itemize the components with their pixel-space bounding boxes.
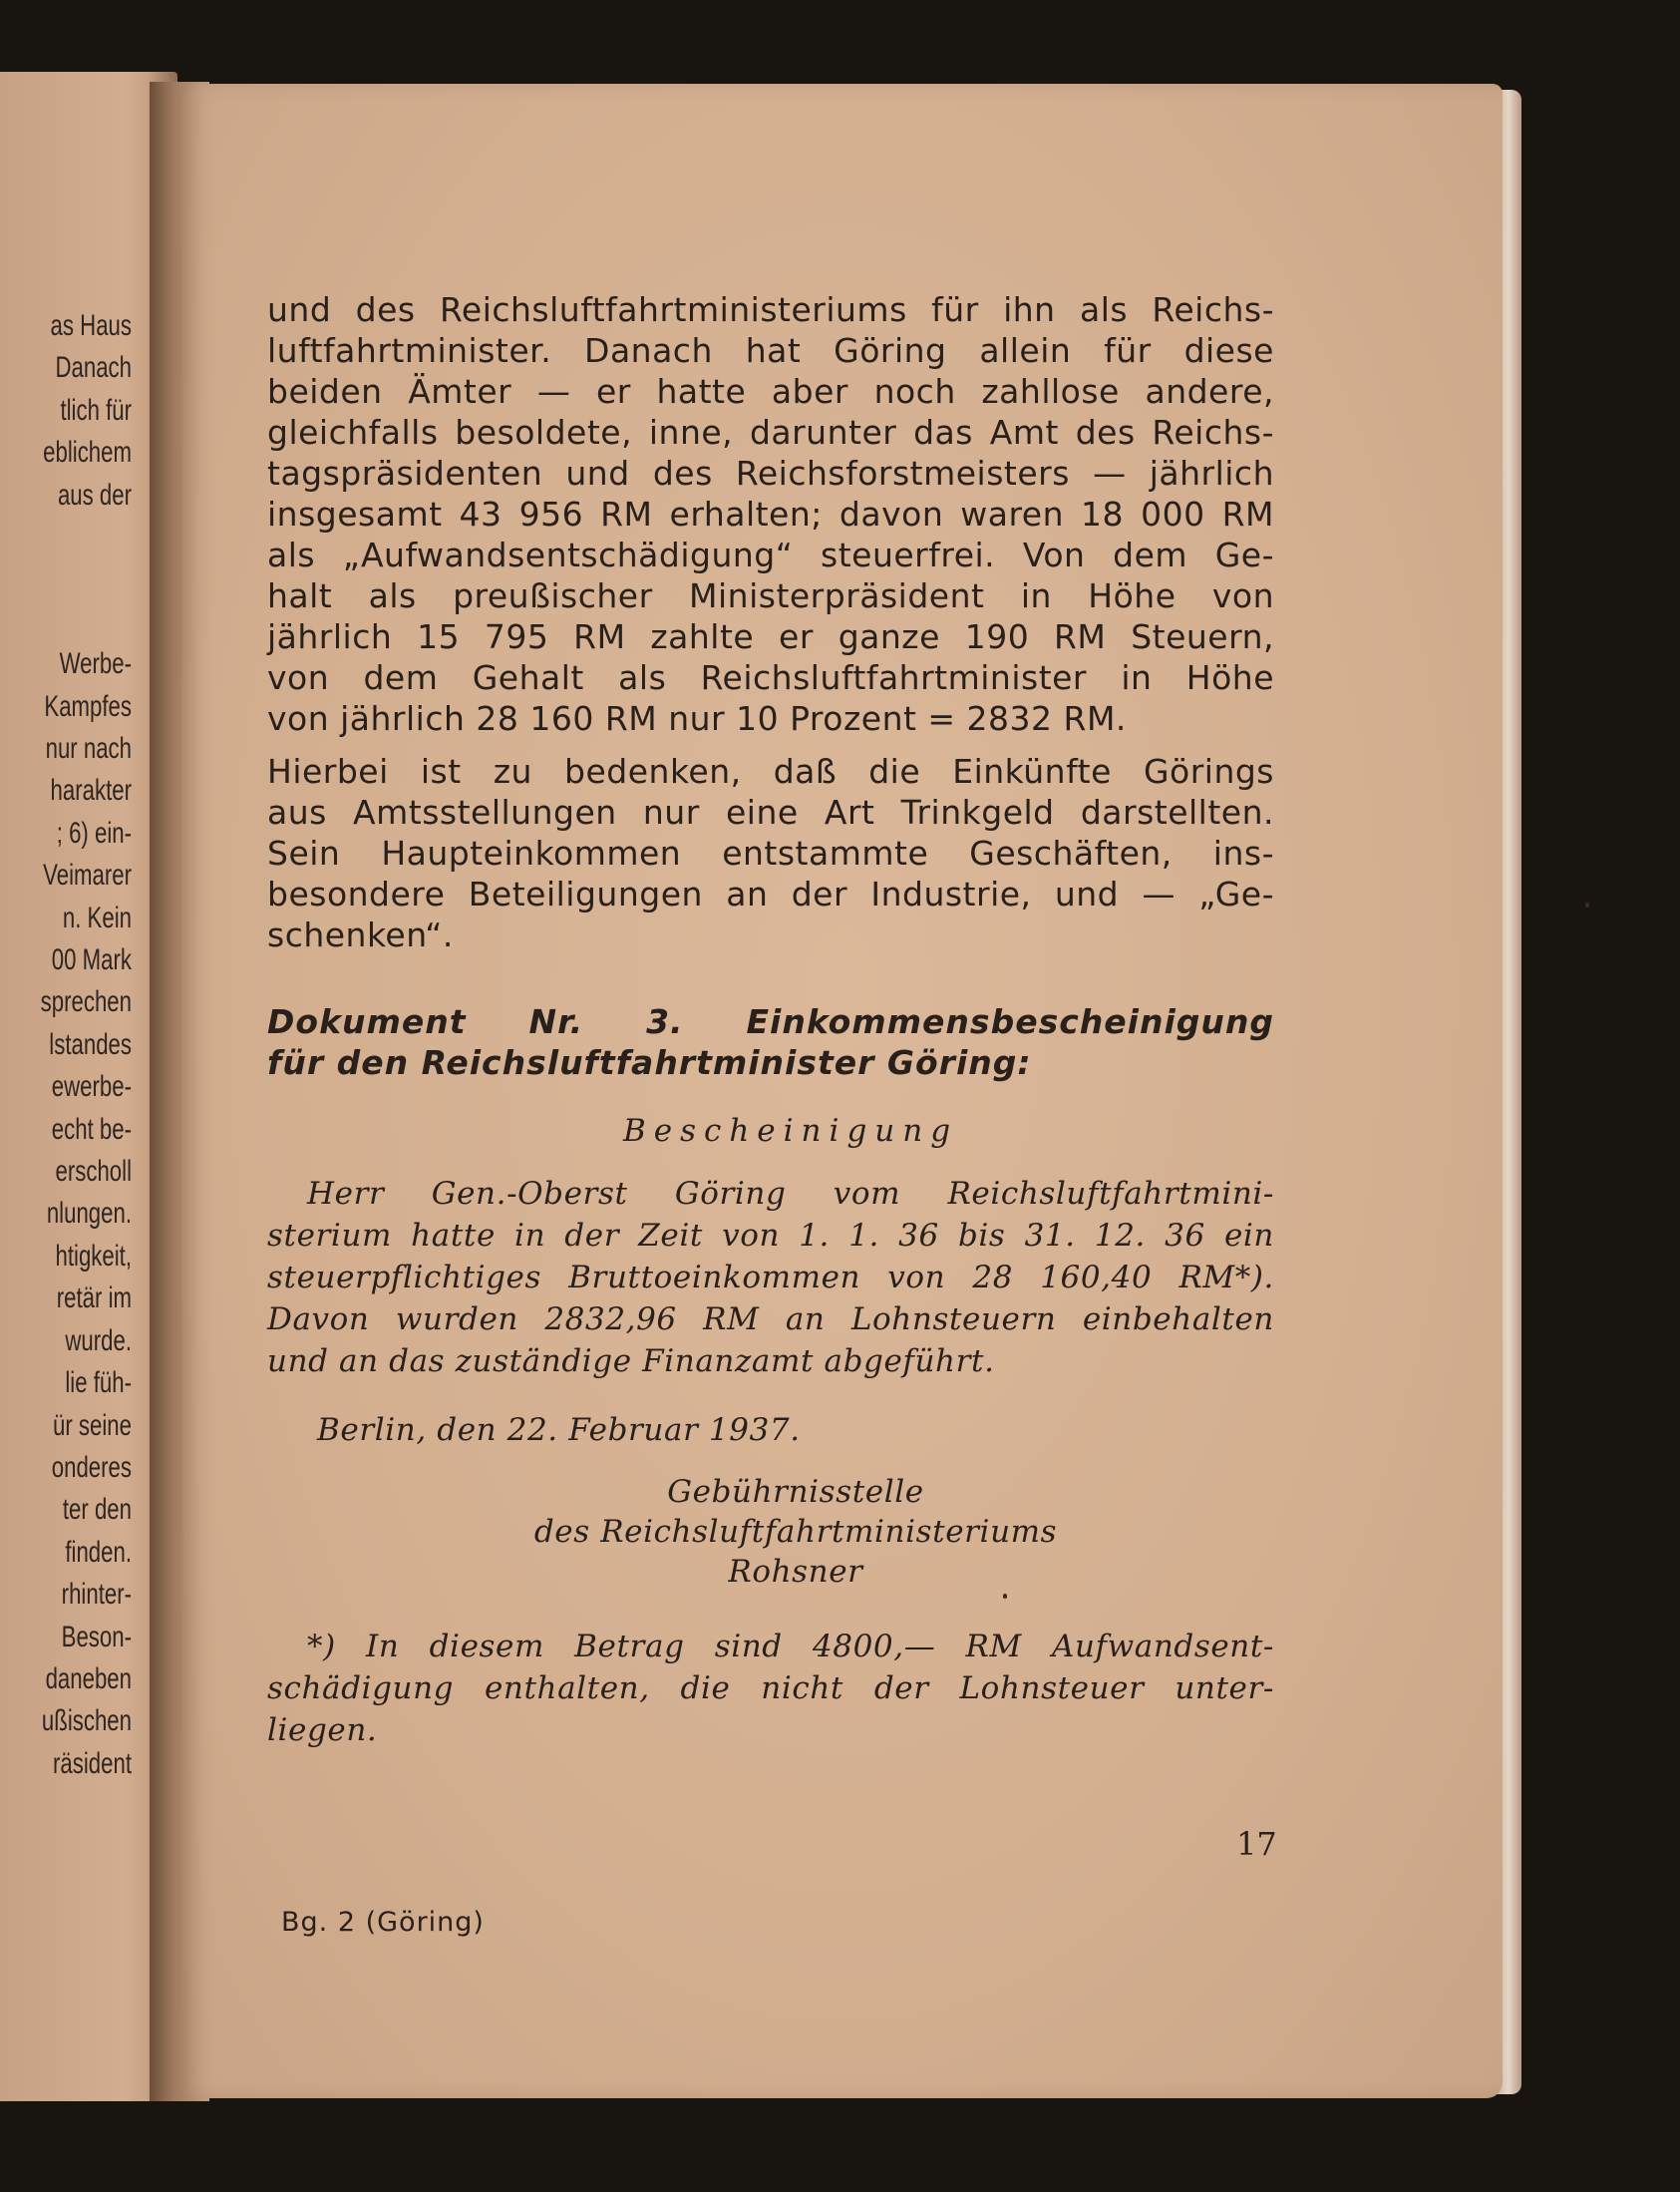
text-line: und an das zuständige Finanzamt abgeführt. [267, 1343, 995, 1379]
text-line: als „Aufwandsentschädigung“ steuerfrei. Von dem Ge- [267, 536, 1274, 574]
text-line: gleichfalls besoldete, inne, darunter das Amt des Reichs- [267, 413, 1274, 452]
text-line: insgesamt 43 956 RM erhalten; davon waren 18 000 RM [267, 495, 1274, 534]
previous-page-line: wurde. [65, 1323, 132, 1357]
previous-page-line: Veimarer [43, 859, 132, 893]
footnote [267, 1626, 1274, 1751]
document-heading-line-1: Dokument Nr. 3. Einkommensbescheinigung [267, 1002, 1274, 1041]
text-line: schädigung enthalten, die nicht der Lohnsteuer unter- [267, 1670, 1274, 1706]
previous-page-line: sprechen [40, 985, 132, 1019]
text-line: und des Reichsluftfahrtministeriums für ihn als Reichs- [267, 290, 1274, 329]
text-line: Hierbei ist zu bedenken, daß die Einkünfte Görings [267, 752, 1274, 791]
text-line: besondere Beteiligungen an der Industrie, und — „Ge- [267, 875, 1274, 913]
signature-name: Rohsner [728, 1554, 863, 1590]
previous-page-line: as Haus [50, 309, 132, 342]
text-line: steuerpflichtiges Bruttoeinkommen von 28 160,40 RM*). [267, 1260, 1274, 1295]
previous-page-line: erscholl [55, 1155, 132, 1189]
previous-page-line: onderes [51, 1450, 132, 1484]
previous-page-line: aus der [57, 478, 132, 512]
previous-page-line: rhinter- [61, 1578, 132, 1612]
text-line: Davon wurden 2832,96 RM an Lohnsteuern einbehalten [267, 1301, 1274, 1337]
text-line: halt als preußischer Ministerpräsident in Höhe von [267, 576, 1274, 615]
previous-page-line: harakter [50, 774, 132, 808]
text-line: luftfahrtminister. Danach hat Göring allein für diese [267, 331, 1274, 370]
previous-page-line: nlungen. [46, 1197, 132, 1231]
previous-page-line: nur nach [45, 732, 132, 766]
text-line: Sein Haupteinkommen entstammte Geschäften, ins- [267, 834, 1274, 873]
previous-page-line: retär im [56, 1281, 132, 1315]
document-heading [267, 1001, 1274, 1083]
previous-page-line: ußischen [41, 1704, 132, 1738]
text-line: sterium hatte in der Zeit von 1. 1. 36 bis 31. 12. 36 ein [267, 1218, 1274, 1254]
paragraph-income-overview [267, 289, 1274, 739]
page-number: 17 [1236, 1825, 1277, 1863]
printer-signature-mark: Bg. 2 (Göring) [281, 1907, 485, 1938]
text-line: von jährlich 28 160 RM nur 10 Prozent = 2832 RM. [267, 699, 1127, 738]
text-line-content: *) In diesem Betrag sind 4800,— RM Aufwandsent- [307, 1629, 1274, 1664]
previous-page-line: 00 Mark [51, 943, 132, 977]
previous-page-line: htigkeit, [55, 1239, 132, 1273]
previous-page-line [0, 601, 132, 643]
document-heading-line-2: für den Reichsluftfahrtminister Göring: [267, 1043, 1032, 1082]
certificate-date: Berlin, den 22. Februar 1937. [317, 1412, 801, 1448]
previous-page-line: ter den [62, 1493, 132, 1527]
text-line: tagspräsidenten und des Reichsforstmeisters — jährlich [267, 454, 1274, 493]
previous-page-line: ür seine [53, 1408, 132, 1442]
paper-speck [1003, 1594, 1007, 1599]
previous-page-line: Beson- [61, 1620, 132, 1653]
previous-page-line: daneben [45, 1661, 132, 1695]
previous-page-line: n. Kein [62, 901, 132, 934]
previous-page-text [0, 305, 132, 1785]
text-line [267, 1173, 1274, 1215]
paragraph-income-remark [267, 751, 1274, 955]
previous-page-line [0, 558, 132, 600]
text-line: liegen. [267, 1712, 378, 1748]
previous-page-line: ; 6) ein- [56, 816, 132, 850]
previous-page-line: eblichem [43, 436, 132, 470]
certificate-signature [267, 1472, 1274, 1592]
text-line: aus Amtsstellungen nur eine Art Trinkgeld darstellten. [267, 793, 1274, 832]
previous-page-line: Danach [55, 351, 132, 385]
previous-page-line: Werbe- [59, 647, 132, 681]
text-line [267, 1626, 1274, 1667]
previous-page-line: räsident [53, 1746, 132, 1780]
previous-page-line: lstandes [49, 1027, 132, 1061]
previous-page-line: lie füh- [65, 1366, 132, 1400]
previous-page-line: ewerbe- [51, 1070, 132, 1104]
paper-speck [1585, 903, 1589, 908]
certificate-body [267, 1173, 1274, 1382]
previous-page-line: Kampfes [44, 689, 132, 723]
text-line: jährlich 15 795 RM zahlte er ganze 190 RM Steuern, [267, 617, 1274, 656]
previous-page-line: finden. [65, 1535, 132, 1569]
text-line: von dem Gehalt als Reichsluftfahrtminister in Höhe [267, 658, 1274, 697]
text-line: schenken“. [267, 915, 454, 954]
certificate-title: Bescheinigung [622, 1113, 959, 1149]
text-line: beiden Ämter — er hatte aber noch zahllose andere, [267, 372, 1274, 411]
previous-page-line: echt be- [51, 1112, 132, 1146]
previous-page-line [0, 517, 132, 558]
text-line-content: Herr Gen.-Oberst Göring vom Reichsluftfahrtmini- [307, 1176, 1274, 1212]
signature-ministry: des Reichsluftfahrtministeriums [533, 1514, 1058, 1550]
signature-office: Gebührnisstelle [667, 1474, 924, 1510]
page-content [267, 289, 1274, 1751]
previous-page-line: tlich für [60, 393, 132, 427]
